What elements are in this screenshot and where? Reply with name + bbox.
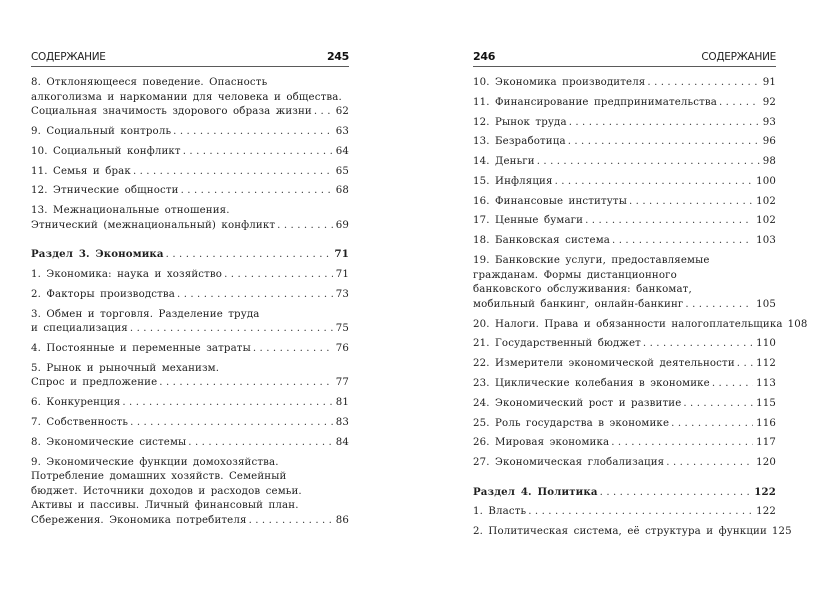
dot-leader (712, 377, 753, 392)
dot-leader (737, 357, 753, 372)
toc-entry[interactable] (473, 254, 776, 312)
toc-page-number: 113 (756, 377, 776, 389)
toc-page-number: 110 (756, 338, 776, 350)
toc-page-number: 122 (756, 506, 776, 518)
toc-entry-title: 16. Финансовые институты (473, 195, 627, 207)
toc-page-number: 93 (762, 116, 776, 128)
toc-entry-final-line (31, 416, 349, 431)
toc-page-number: 81 (335, 397, 349, 409)
toc-entry-line: 13. Межнациональные отношения. (31, 205, 230, 217)
toc-entry-final-line (31, 145, 349, 160)
toc-entry[interactable] (473, 417, 776, 432)
toc-entry-line: 3. Обмен и торговля. Разделение труда (31, 308, 260, 320)
toc-entry[interactable] (473, 525, 792, 540)
dot-leader (612, 234, 753, 249)
toc-page-number: 73 (335, 288, 349, 300)
toc-entry-title: Этнический (межнациональный) конфликт (31, 219, 276, 231)
toc-entry-final-line (31, 376, 349, 391)
toc-entry[interactable] (31, 362, 349, 391)
toc-entry-title: 26. Мировая экономика (473, 437, 610, 449)
dot-leader (585, 214, 753, 229)
dot-leader (253, 342, 333, 357)
toc-entry-title: 25. Роль государства в экономике (473, 417, 670, 429)
dot-leader (685, 298, 753, 313)
dot-leader (555, 175, 754, 190)
dot-leader (647, 76, 759, 91)
toc-entry-title: 13. Безработица (473, 136, 566, 148)
toc-entry-title: 7. Собственность (31, 416, 129, 428)
dot-leader (528, 505, 753, 520)
dot-leader (568, 135, 760, 150)
toc-entry-title: 21. Государственный бюджет (473, 338, 641, 350)
toc-entry[interactable] (473, 214, 776, 229)
toc-entry-final-line (473, 155, 776, 170)
toc-entry-title: 14. Деньги (473, 156, 535, 168)
toc-page-number: 100 (756, 175, 776, 187)
running-head-title: СОДЕРЖАНИЕ (701, 51, 776, 63)
toc-page-number: 98 (762, 156, 776, 168)
toc-entry-title: 15. Инфляция (473, 175, 553, 187)
toc-entry-title: Спрос и предложение (31, 377, 158, 389)
toc-page-number: 125 (771, 526, 792, 538)
toc-entry-final-line (473, 195, 776, 210)
toc-entry-title: Раздел 4. Политика (473, 485, 598, 498)
toc-entry-title: Социальная значимость здорового образа жизни (31, 106, 312, 118)
toc-entry-title: 10. Экономика производителя (473, 77, 646, 88)
dot-leader (183, 145, 333, 160)
toc-entry[interactable] (473, 357, 776, 372)
toc-entry[interactable] (31, 165, 349, 180)
toc-entry-final-line (473, 436, 776, 451)
toc-page-number: 116 (756, 417, 776, 429)
toc-entry[interactable] (31, 268, 349, 283)
dot-leader (600, 486, 752, 501)
dot-leader (314, 105, 333, 120)
toc-page-number: 96 (762, 136, 776, 148)
toc-entry[interactable] (473, 456, 776, 471)
toc-page-number: 102 (756, 195, 776, 207)
toc-entry[interactable] (473, 135, 776, 150)
toc-entry-title: Раздел 3. Экономика (31, 248, 164, 261)
toc-entry-line: бюджет. Источники доходов и расходов семьи. (31, 485, 302, 497)
toc-page-number: 105 (756, 298, 776, 310)
toc-page-number: 103 (756, 235, 776, 247)
dot-leader (188, 436, 332, 451)
dot-leader (719, 96, 760, 111)
toc-entry[interactable] (473, 377, 776, 392)
toc-page-number: 86 (335, 514, 349, 526)
toc-entry-final-line (473, 505, 776, 520)
toc-entry-final-line (31, 184, 349, 199)
toc-page-number: 92 (762, 96, 776, 108)
toc-entry-final-line (31, 514, 349, 529)
toc-entry[interactable] (473, 318, 808, 333)
dot-leader (181, 184, 333, 199)
toc-entry-final-line (31, 165, 349, 180)
toc-entry-title: 18. Банковская система (473, 235, 611, 247)
toc-entry-title: 27. Экономическая глобализация (473, 457, 665, 469)
toc-page-number: 71 (334, 248, 349, 261)
toc-entry[interactable] (473, 337, 776, 352)
toc-entry[interactable] (473, 234, 776, 249)
toc-entry[interactable] (31, 288, 349, 303)
toc-entry[interactable] (31, 145, 349, 160)
toc-page-number: 115 (756, 397, 776, 409)
dot-leader (130, 416, 333, 431)
toc-entry[interactable] (473, 116, 776, 131)
toc-entry[interactable] (473, 436, 776, 451)
toc-entry-title: и специализация (31, 323, 128, 335)
toc-entry-final-line (31, 436, 349, 451)
dot-leader (177, 288, 333, 303)
toc-entry-final-line (473, 377, 776, 392)
toc-entry[interactable] (473, 76, 776, 91)
toc-entry[interactable] (31, 396, 349, 411)
toc-entry-title: 20. Налоги. Права и обязанности налогоплательщика (473, 318, 783, 330)
toc-entry-final-line (473, 96, 776, 111)
running-head-left (31, 47, 349, 67)
dot-leader (159, 376, 332, 391)
toc-page-number: 64 (335, 145, 349, 157)
toc-entry[interactable] (31, 308, 349, 337)
dot-leader (133, 165, 333, 180)
dot-leader (130, 322, 333, 337)
toc-entry[interactable] (473, 155, 776, 170)
toc-section-heading[interactable] (31, 247, 349, 263)
toc-entry-title: 11. Семья и брак (31, 165, 131, 177)
dot-leader (537, 155, 760, 170)
toc-entry-title: мобильный банкинг, онлайн-банкинг (473, 298, 684, 310)
toc-entry-final-line (473, 318, 808, 333)
toc-entry-final-line (31, 288, 349, 303)
toc-page-number: 120 (756, 457, 776, 469)
toc-entry-final-line (31, 125, 349, 140)
toc-entry-title: 23. Циклические колебания в экономике (473, 377, 710, 389)
dot-leader (569, 116, 760, 131)
toc-page-number: 83 (335, 416, 349, 428)
toc-entry-final-line (473, 456, 776, 471)
table-of-contents (473, 76, 808, 545)
toc-entry-title: 24. Экономический рост и развитие (473, 397, 682, 409)
toc-entry-line: 8. Отклоняющееся поведение. Опасность (31, 77, 268, 88)
toc-entry[interactable] (473, 195, 776, 210)
toc-entry[interactable] (31, 436, 349, 451)
toc-entry-final-line (31, 268, 349, 283)
toc-entry-title: 22. Измерители экономической деятельности (473, 358, 735, 370)
running-head-title: СОДЕРЖАНИЕ (31, 51, 106, 63)
toc-page-number: 75 (335, 323, 349, 335)
toc-page-number: 91 (762, 77, 776, 88)
toc-entry-title: 11. Финансирование предпринимательства (473, 96, 717, 108)
toc-page-number: 117 (756, 437, 776, 449)
toc-page-number: 76 (335, 343, 349, 354)
toc-entry-final-line (473, 525, 792, 540)
page-number: 245 (326, 50, 349, 63)
toc-entry[interactable] (473, 175, 776, 190)
toc-entry[interactable] (473, 505, 776, 520)
toc-entry-line: алкоголизма и наркомании для человека и общества. (31, 91, 342, 103)
toc-page-number: 122 (754, 485, 776, 498)
toc-entry-title: 10. Социальный конфликт (31, 145, 181, 157)
dot-leader (249, 514, 333, 529)
toc-entry-final-line (473, 76, 776, 91)
running-head-right (473, 47, 776, 67)
toc-entry[interactable] (31, 184, 349, 199)
toc-entry-final-line (473, 485, 776, 501)
toc-entry-title: 1. Власть (473, 506, 527, 518)
toc-page-number: 68 (335, 185, 349, 197)
toc-page-number: 77 (335, 377, 349, 389)
toc-entry-final-line (473, 116, 776, 131)
toc-entry-title: 17. Ценные бумаги (473, 215, 584, 227)
toc-entry-final-line (473, 175, 776, 190)
dot-leader (611, 436, 753, 451)
toc-page-number: 71 (335, 269, 349, 281)
toc-entry-title: 9. Социальный контроль (31, 125, 172, 137)
toc-entry-line: 19. Банковские услуги, предоставляемые (473, 255, 710, 267)
dot-leader (224, 268, 333, 283)
toc-entry-title: Сбережения. Экономика потребителя (31, 514, 247, 526)
toc-entry[interactable] (31, 416, 349, 431)
toc-entry-final-line (473, 214, 776, 229)
toc-entry-line: гражданам. Формы дистанционного (473, 269, 677, 281)
toc-page-number: 102 (756, 215, 776, 227)
toc-entry-final-line (473, 337, 776, 352)
toc-entry-final-line (31, 219, 349, 234)
toc-page-number: 65 (335, 165, 349, 177)
toc-entry-final-line (473, 397, 776, 412)
toc-entry-title: 2. Политическая система, её структура и функции (473, 526, 767, 538)
dot-leader (122, 396, 332, 411)
toc-entry-title: 12. Рынок труда (473, 116, 567, 128)
page-number: 246 (473, 50, 496, 63)
toc-entry[interactable] (473, 96, 776, 111)
toc-entry-final-line (473, 135, 776, 150)
toc-entry-final-line (31, 105, 349, 120)
toc-entry-title: 2. Факторы производства (31, 288, 176, 300)
toc-entry-final-line (473, 234, 776, 249)
toc-entry[interactable] (473, 397, 776, 412)
toc-entry-title: 8. Экономические системы (31, 436, 187, 448)
dot-leader (166, 248, 332, 263)
table-of-contents (31, 76, 349, 534)
dot-leader (277, 219, 333, 234)
toc-page-number: 108 (787, 318, 808, 330)
toc-entry[interactable] (31, 125, 349, 140)
toc-entry-final-line (31, 342, 349, 357)
toc-entry-title: 4. Постоянные и переменные затраты (31, 343, 251, 354)
toc-entry-line: 5. Рынок и рыночный механизм. (31, 362, 220, 374)
toc-entry-final-line (473, 417, 776, 432)
toc-entry[interactable] (31, 456, 349, 529)
toc-page-number: 84 (335, 436, 349, 448)
toc-page-number: 112 (756, 358, 776, 370)
toc-entry-final-line (473, 357, 776, 372)
toc-entry[interactable] (31, 342, 349, 357)
toc-entry-title: 1. Экономика: наука и хозяйство (31, 269, 223, 281)
dot-leader (629, 195, 753, 210)
toc-entry-line: Активы и пассивы. Личный финансовый план. (31, 500, 299, 512)
toc-entry-line: Потребление домашних хозяйств. Семейный (31, 471, 287, 483)
toc-page-number: 62 (335, 106, 349, 118)
toc-entry-title: 12. Этнические общности (31, 185, 179, 197)
dot-leader (683, 397, 753, 412)
toc-entry-line: банковского обслуживания: банкомат, (473, 284, 692, 296)
dot-leader (173, 125, 333, 140)
toc-section-heading[interactable] (473, 485, 776, 501)
dot-leader (671, 417, 753, 432)
toc-entry-title: 6. Конкуренция (31, 397, 121, 409)
toc-page-number: 69 (335, 219, 349, 231)
toc-entry-line: 9. Экономические функции домохозяйства. (31, 456, 279, 468)
toc-entry-final-line (31, 322, 349, 337)
toc-entry[interactable] (31, 204, 349, 233)
toc-entry-final-line (31, 247, 349, 263)
toc-entry[interactable] (31, 76, 349, 120)
toc-entry-final-line (31, 396, 349, 411)
dot-leader (643, 337, 753, 352)
toc-page-number: 63 (335, 125, 349, 137)
toc-entry-final-line (473, 298, 776, 313)
dot-leader (666, 456, 753, 471)
